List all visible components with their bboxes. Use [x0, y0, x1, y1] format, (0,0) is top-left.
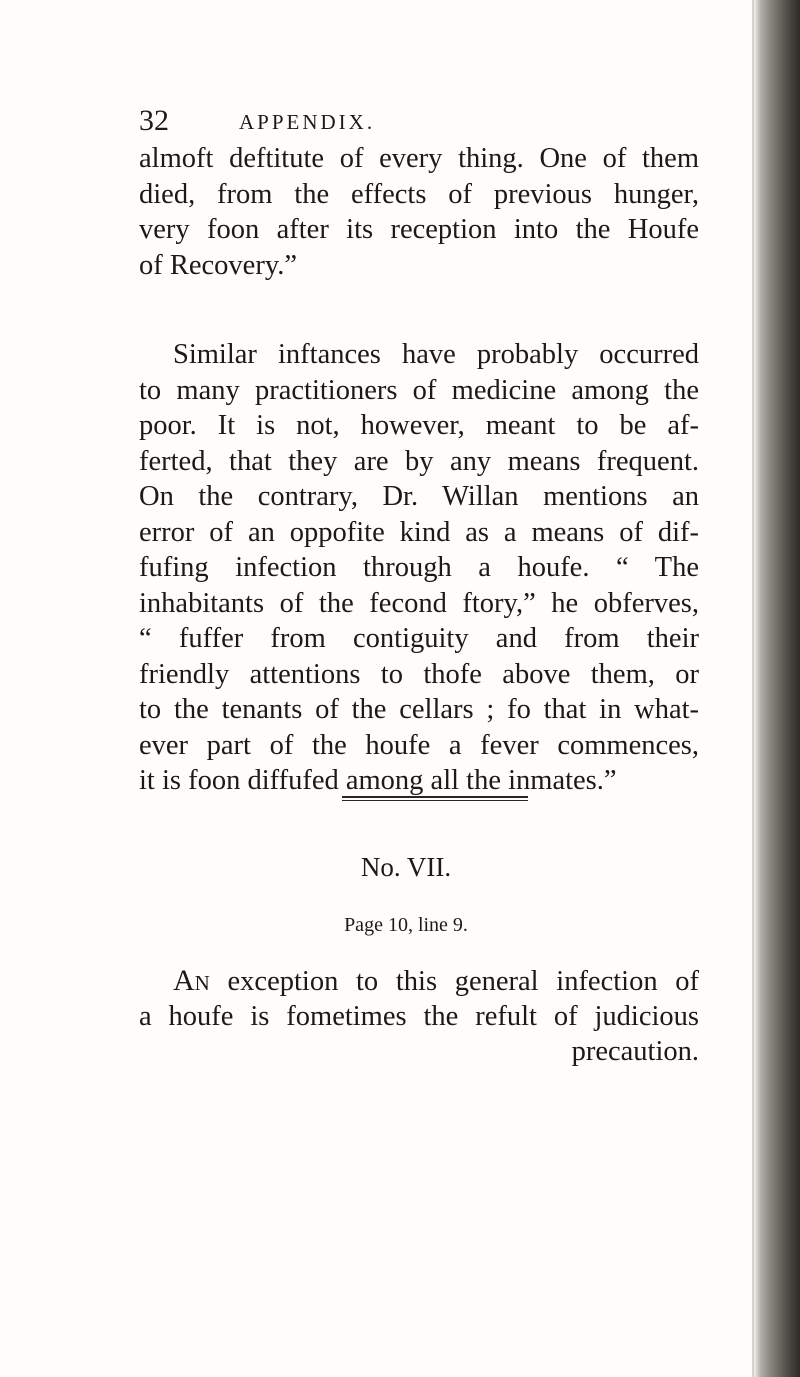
text-line: died, from the effects of previous hunger,: [139, 178, 699, 210]
text-line: it is foon diffufed among all the inmates.”: [139, 765, 617, 796]
paragraph-similar-instances: [139, 337, 699, 799]
page-header: [139, 104, 699, 140]
section-divider: [342, 796, 528, 798]
text-line: Similar inftances have probably occurred: [173, 339, 699, 370]
text-line: [139, 963, 699, 999]
text-line: very foon after its reception into the Houfe: [139, 214, 699, 245]
text-line: to the tenants of the cellars ; fo that in what-: [139, 694, 699, 725]
section-divider-thin: [342, 800, 528, 801]
page-edge: [754, 0, 760, 1377]
text-line: fufing infection through a houfe. “ The: [139, 552, 699, 583]
page-number: 32: [139, 104, 169, 137]
text-line: ever part of the houfe a fever commences,: [139, 729, 699, 761]
section-title: No. VII.: [360, 852, 452, 882]
text-line: friendly attentions to thofe above them, or: [139, 658, 699, 690]
text-line: ferted, that they are by any means frequent.: [139, 445, 699, 477]
text-line: On the contrary, Dr. Willan mentions an: [139, 481, 699, 512]
first-word: An: [173, 964, 210, 997]
running-head: APPENDIX.: [239, 110, 376, 134]
paragraph-continuation: [139, 141, 699, 283]
line-rest: exception to this general infection of: [227, 966, 699, 997]
section-reference: Page 10, line 9.: [344, 914, 468, 936]
text-line: poor. It is not, however, meant to be af-: [139, 410, 699, 441]
paragraph-exception: [139, 963, 699, 1070]
text-line: inhabitants of the fecond ftory,” he obferves,: [139, 587, 699, 619]
text-line: almoft deftitute of every thing. One of them: [139, 143, 699, 174]
text-line: to many practitioners of medicine among the: [139, 374, 699, 406]
text-line: precaution.: [571, 1036, 699, 1067]
text-line: “ fuffer from contiguity and from their: [139, 623, 699, 654]
text-line: of Recovery.”: [139, 249, 297, 281]
text-line: error of an oppofite kind as a means of dif-: [139, 516, 699, 548]
text-line: a houfe is fometimes the refult of judicious: [139, 1000, 699, 1032]
